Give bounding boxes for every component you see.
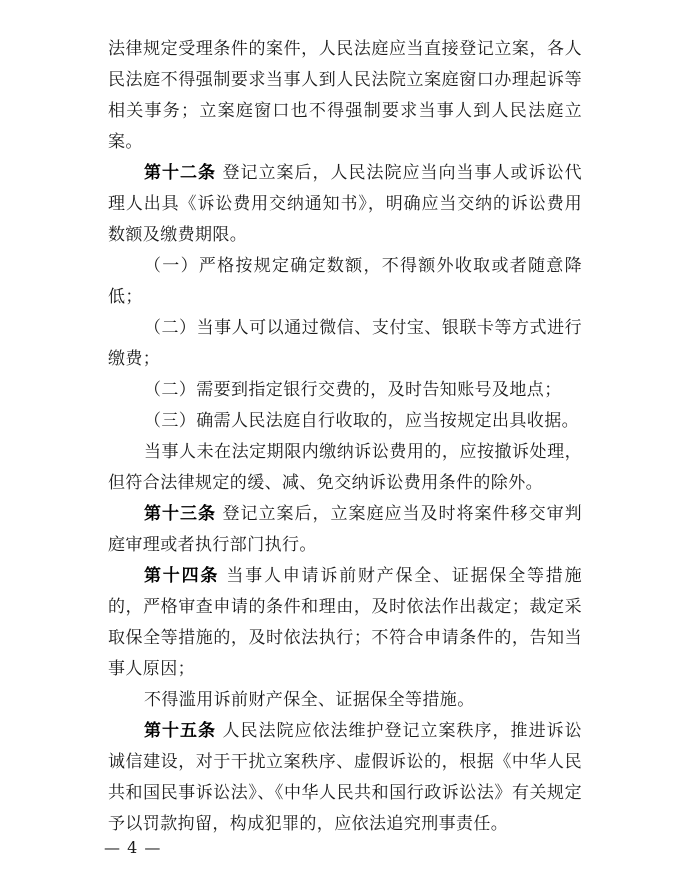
- no-abuse-text: 不得滥用诉前财产保全、证据保全等措施。: [144, 690, 475, 710]
- paragraph-article-14: [108, 561, 582, 685]
- paragraph-no-abuse: [108, 685, 582, 716]
- page-number: — 4 —: [104, 838, 162, 857]
- item-3-text: （三）确需人民法庭自行收取的，应当按规定出具收据。: [144, 411, 579, 431]
- paragraph-unpaid-fees: [108, 437, 582, 499]
- paragraph-item-3: [108, 406, 582, 437]
- article-12-text: 登记立案后，人民法院应当向当事人或诉讼代理人出具《诉讼费用交纳通知书》，明确应当交纳的诉讼费用数额及缴费期限。: [108, 163, 582, 245]
- item-1-text: （一）严格按规定确定数额，不得额外收取或者随意降低；: [108, 256, 582, 307]
- item-2-text: （二）当事人可以通过微信、支付宝、银联卡等方式进行缴费；: [108, 318, 582, 369]
- article-13-heading: 第十三条: [144, 504, 217, 524]
- unpaid-fees-text: 当事人未在法定期限内缴纳诉讼费用的，应按撤诉处理，但符合法律规定的缓、减、免交纳诉讼费用条件的除外。: [108, 442, 582, 493]
- paragraph-item-1: [108, 251, 582, 313]
- article-14-heading: 第十四条: [144, 566, 220, 586]
- paragraph-article-13: [108, 499, 582, 561]
- paragraph-article-15: [108, 716, 582, 840]
- article-15-text: 人民法院应依法维护登记立案秩序，推进诉讼诚信建设，对于干扰立案秩序、虚假诉讼的，根据《中华人民共和国民事诉讼法》、《中华人民共和国行政诉讼法》有关规定予以罚款拘留，构成犯罪的，应依法追究刑事责任。: [108, 721, 582, 834]
- article-12-heading: 第十二条: [144, 163, 217, 183]
- item-2b-text: （二）需要到指定银行交费的，及时告知账号及地点；: [144, 380, 562, 400]
- paragraph-1-text: 法律规定受理条件的案件，人民法庭应当直接登记立案，各人民法庭不得强制要求当事人到人民法院立案庭窗口办理起诉等相关事务；立案庭窗口也不得强制要求当事人到人民法庭立案。: [108, 39, 582, 152]
- article-15-heading: 第十五条: [144, 721, 217, 741]
- paragraph-item-2b: [108, 375, 582, 406]
- article-14-text: 当事人申请诉前财产保全、证据保全等措施的，严格审查申请的条件和理由，及时依法作出裁定；裁定采取保全等措施的，及时依法执行；不符合申请条件的，告知当事人原因；: [108, 566, 582, 679]
- paragraph-item-2: [108, 313, 582, 375]
- article-13-text: 登记立案后，立案庭应当及时将案件移交审判庭审理或者执行部门执行。: [108, 504, 582, 555]
- paragraph-1: [108, 34, 582, 158]
- paragraph-article-12: [108, 158, 582, 251]
